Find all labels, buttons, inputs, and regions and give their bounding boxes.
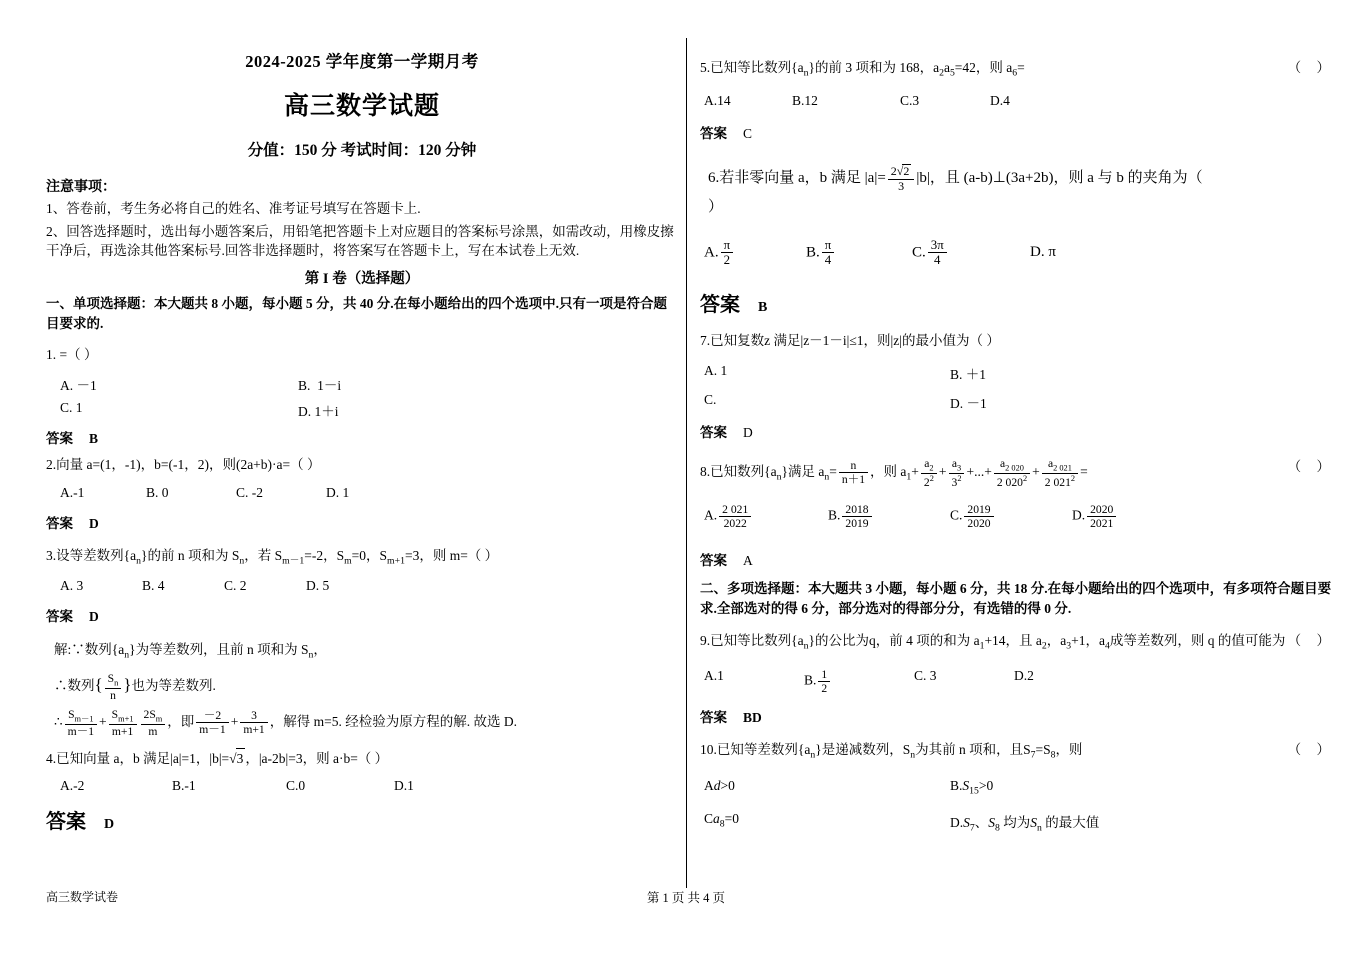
q3-text-b: 的前 n 项和为 S (147, 547, 240, 563)
q7-option-c[interactable]: C. (704, 392, 717, 408)
right-column (700, 40, 1336, 834)
q10-option-b[interactable]: $B.S_{15}>0$ (950, 777, 994, 797)
q8-text-d: ，则 a (870, 463, 907, 479)
q9-text-e: 成等差数列，则 q 的值可能为 (1109, 633, 1286, 649)
q9-text-d: +1，a (1071, 633, 1105, 649)
q8-option-d[interactable]: D. $\frac{2020}{2021}$ (1072, 503, 1118, 530)
question-2-answer (46, 512, 678, 532)
q10-text-e: ，则 (1055, 742, 1083, 758)
q10-text-c: 为其前 n 项和，且S (915, 742, 1031, 758)
q4-answer-value: D (104, 816, 115, 832)
answer-label-8: 答案 (700, 552, 727, 568)
q8-option-b[interactable]: B. $\frac{2018}{2019}$ (828, 503, 874, 530)
q10-option-c[interactable]: $Ca_8=0$ (704, 810, 739, 830)
q6-option-d[interactable]: D. π (1030, 243, 1056, 260)
question-1-stem (46, 345, 678, 365)
answer-label-4: 答案 (46, 810, 86, 833)
q7-option-a[interactable]: A. 1 (704, 363, 728, 379)
q1-option-b[interactable]: B. 1－i (298, 378, 342, 394)
q1-option-c[interactable]: C. 1 (60, 400, 83, 416)
q4-option-a[interactable]: A.-2 (60, 777, 85, 793)
q6-option-b[interactable]: B. $\frac{\pi}{4}$ (806, 238, 836, 268)
main-title: 高三数学试题 (283, 93, 440, 120)
q4-text-a: 4.已知向量 a，b 满足|a|=1，|b|= (46, 750, 230, 766)
question-2-stem (46, 455, 678, 475)
q3-option-b[interactable]: B. 4 (142, 577, 165, 593)
q7-text: 7.已知复数z 满足|z－1－i|≤1，则|z|的最小值为（ ） (700, 332, 1000, 348)
q8-text-b: 满足 a (787, 463, 825, 479)
q6-text-a: 6.若非零向量 a，b 满足 |a|= (708, 170, 886, 187)
question-7-options-row2 (700, 392, 1336, 412)
q6-option-a[interactable]: A. $\frac{\pi}{2}$ (704, 238, 735, 268)
section-two-heading: 二、多项选择题：本大题共 3 小题，每小题 6 分，共 18 分.在每小题给出的四个选项中，有多项符合题目要求.全部选对的得 6 分，部分选对的得部分分，有选错的得 0 分. (700, 580, 1332, 616)
left-column (46, 40, 678, 834)
q2-option-c[interactable]: C. -2 (236, 484, 264, 500)
q8-text-c: = (829, 463, 837, 479)
answer-label-2: 答案 (46, 515, 73, 531)
q5-text-b: 的前 3 项和为 168，a (814, 60, 940, 75)
q2-option-d[interactable]: D. 1 (326, 484, 350, 500)
q9-answer-bracket: （ ） (1287, 633, 1336, 649)
question-3-options (46, 578, 678, 595)
q7-option-b[interactable]: B. ＋1 (950, 367, 987, 383)
q9-text-c: +14，且 a (984, 633, 1042, 649)
q5-text-a: 5.已知等比数列 (700, 60, 792, 75)
page-title: 2024-2025 学年度第一学期月考 (245, 52, 479, 71)
q9-text-a: 9.已知等比数列 (700, 633, 792, 649)
q9-option-c[interactable]: C. 3 (914, 668, 937, 684)
question-2-options (46, 485, 678, 502)
question-1-options (46, 374, 678, 394)
question-3-answer (46, 605, 678, 625)
q5-text-d: = (1017, 60, 1025, 75)
footer-page-number: 第 1 页 共 4 页 (646, 891, 726, 905)
q5-text-c: =42，则 a (954, 60, 1013, 75)
question-1-answer (46, 427, 678, 447)
q10-text-d: =S (1035, 742, 1051, 758)
question-5-options (700, 93, 1336, 110)
q4-text-b: ，|a-2b|=3，则 a·b=（ ） (245, 750, 389, 766)
question-8-options (700, 503, 1336, 537)
question-7-options-row1 (700, 363, 1336, 383)
question-3-solution (46, 637, 678, 738)
q6-text-c: ） (708, 199, 724, 216)
paper-section-title: 第 I 卷（选择题） (304, 270, 420, 287)
question-5-answer (700, 122, 1336, 142)
q5-option-a[interactable]: A.14 (704, 93, 731, 109)
q10-answer-bracket: （ ） (1287, 742, 1336, 758)
q10-option-a[interactable]: Ad>0 (704, 777, 735, 793)
q8-option-a[interactable]: A. $\frac{2 021}{2022}$ (704, 503, 753, 530)
answer-label-1: 答案 (46, 431, 73, 447)
section-one-heading: 一、单项选择题：本大题共 8 小题，每小题 5 分，共 40 分.在每小题给出的四个选项中.只有一项是符合题目要求的. (46, 295, 667, 331)
q2-option-a[interactable]: A.-1 (60, 484, 85, 500)
q6-text-b: |b|，且 (a-b)⊥(3a+2b)，则 a 与 b 的夹角为（ (916, 170, 1203, 187)
notice-line-1: 1、答卷前，考生务必将自己的姓名、准考证号填写在答题卡上. (46, 201, 421, 216)
q9-answer-value: BD (743, 710, 762, 726)
question-5-stem: 5.已知等比数列$\{a_n\}$的前 3 项和为 168，$a_2a_5=42$，则 $a_6=$ （ ） (700, 60, 1336, 79)
q6-answer-value: B (758, 299, 768, 315)
footer-left-text: 高三数学试卷 (46, 890, 119, 904)
question-7-answer (700, 421, 1336, 441)
q7-option-d[interactable]: D. －1 (950, 396, 987, 412)
answer-label-5: 答案 (700, 126, 727, 142)
question-10-stem: 10.已知等差数列$\{a_n\}$是递减数列，$S_n$为其前 n 项和，且$S_7=S_8$，则 （ ） (700, 742, 1336, 761)
question-8-stem: 8.已知数列$\{a_n\}$满足 $a_n=$ $\frac{n}{n+1}$ ，则 $a_1+$ $\frac{a_2}{2^2}$ + $\frac{a_3}{3^2}$ +...+ $\frac{a_{2 020}}{2 020^2}$ + $\frac{a_{2 021}}{2 021^2}$ = （ ） (700, 457, 1336, 489)
question-9-answer (700, 706, 1336, 726)
q5-option-c[interactable]: C.3 (900, 93, 920, 109)
question-6-answer (700, 288, 1336, 317)
q3-text-c: ，若 S (244, 547, 283, 563)
answer-label-3: 答案 (46, 608, 73, 624)
notice-heading: 注意事项： (46, 180, 116, 195)
question-10-options-row2 (700, 810, 1336, 834)
question-4-answer (46, 805, 678, 834)
q5-answer-value: C (743, 126, 753, 142)
solution-line-1: 解:∵数列$\{a_n\}$为等差数列，且前 n 项和为 $S_n$， (54, 641, 327, 661)
question-9-options (700, 668, 1336, 694)
q8-answer-value: A (743, 552, 753, 568)
q1-option-d[interactable]: D. 1＋i (298, 404, 339, 420)
q2-answer-value: D (89, 515, 99, 531)
q8-option-c[interactable]: C. $\frac{2019}{2020}$ (950, 503, 996, 530)
question-7-stem (700, 331, 1336, 351)
q6-option-c[interactable]: C. $\frac{3\pi}{4}$ (912, 238, 949, 268)
q4-option-b[interactable]: B.-1 (172, 777, 196, 793)
question-10-options-row1 (700, 778, 1336, 795)
question-6-stem: 6.若非零向量 a，b 满足 |a|= $\frac{2√2}{3}$ |b|，且 (a-b)⊥(3a+2b)，则 a 与 b 的夹角为（ ） (708, 164, 1203, 216)
question-3-stem: 3.设等差数列$\{a_n\}$的前 n 项和为 $S_n$，若 $S_{m-1}=-2$，$S_m=0$，$S_{m+1}=3$，则 m=（ ） (46, 547, 499, 567)
q9-option-a[interactable]: A.1 (704, 668, 724, 684)
q1-option-a[interactable]: A. －1 (60, 378, 97, 394)
q1-text: 1. =（ ） (46, 347, 98, 363)
q4-option-d[interactable]: D.1 (394, 777, 414, 793)
notice-line-2: 2、回答选择题时，选出每小题答案后，用铅笔把答题卡上对应题目的答案标号涂黑，如需改动，用橡皮擦干净后，再选涂其他答案标号.回答非选择题时，将答案写在答题卡上，写在本试卷上无效. (46, 223, 674, 259)
q3-option-a[interactable]: A. 3 (60, 577, 84, 593)
answer-label-6: 答案 (700, 293, 740, 316)
q9-option-b[interactable]: B. $\frac{1}{2}$ (804, 668, 832, 695)
solution-line-2: ∴数列{ $\frac{S_n}{n}$ }也为等差数列. (54, 672, 216, 702)
question-4-stem: 4.已知向量 a，b 满足|a|=1，|b|=√3 ，|a-2b|=3，则 a·b=（ ） (46, 748, 678, 769)
q8-answer-bracket: （ ） (1287, 459, 1336, 475)
q5-option-b[interactable]: B.12 (792, 93, 818, 109)
q4-option-c[interactable]: C.0 (286, 777, 306, 793)
q7-answer-value: D (743, 425, 753, 441)
q5-option-d[interactable]: D.4 (990, 93, 1010, 109)
q3-text-a: 3.设等差数列 (46, 547, 124, 563)
column-divider (686, 38, 687, 888)
solution-line-3: ∴ $\frac{S_{m-1}}{m-1}$ + $\frac{S_{m+1}}{m+1}$ $\frac{2S_m}{m}$ ，即 $\frac{-2}{m-1}$ + $\frac{3}{m+1}$ ，解得 m=5. 经检验为原方程的解. 故选 D. (54, 707, 517, 738)
q2-text: 2.向量 a=(1，-1)，b=(-1，2)，则(2a+b)·a=（ ） (46, 457, 321, 473)
q9-text-b: 的公比为q，前 4 项的和为 a (814, 633, 980, 649)
question-6-options (700, 238, 1336, 274)
q8-text-a: 8.已知数列 (700, 463, 765, 479)
q3-option-d[interactable]: D. 5 (306, 577, 330, 593)
q3-answer-value: D (89, 608, 99, 624)
q2-option-b[interactable]: B. 0 (146, 484, 169, 500)
question-1-options-2 (46, 400, 678, 420)
q10-text-a: 10.已知等差数列 (700, 742, 798, 758)
score-time-line: 分值：150 分 考试时间：120 分钟 (247, 142, 477, 159)
question-4-options (46, 778, 678, 795)
q10-text-b: 是递减数列，S (821, 742, 911, 758)
q3-option-c[interactable]: C. 2 (224, 577, 247, 593)
answer-label-9: 答案 (700, 710, 727, 726)
answer-label-7: 答案 (700, 425, 727, 441)
q5-answer-bracket: （ ） (1287, 60, 1336, 75)
question-8-answer (700, 549, 1336, 569)
q9-option-d[interactable]: D.2 (1014, 668, 1034, 684)
q10-option-d[interactable]: $D.S_7$、$S_8$ 均为$S_n$ 的最大值 (950, 814, 1100, 834)
q1-answer-value: B (89, 431, 99, 447)
question-9-stem: 9.已知等比数列$\{a_n\}$的公比为q，前 4 项的和为 $a_1+14$，且 $a_2$，$a_3+1$，$a_4$成等差数列，则 q 的值可能为 （ ） (700, 633, 1336, 652)
